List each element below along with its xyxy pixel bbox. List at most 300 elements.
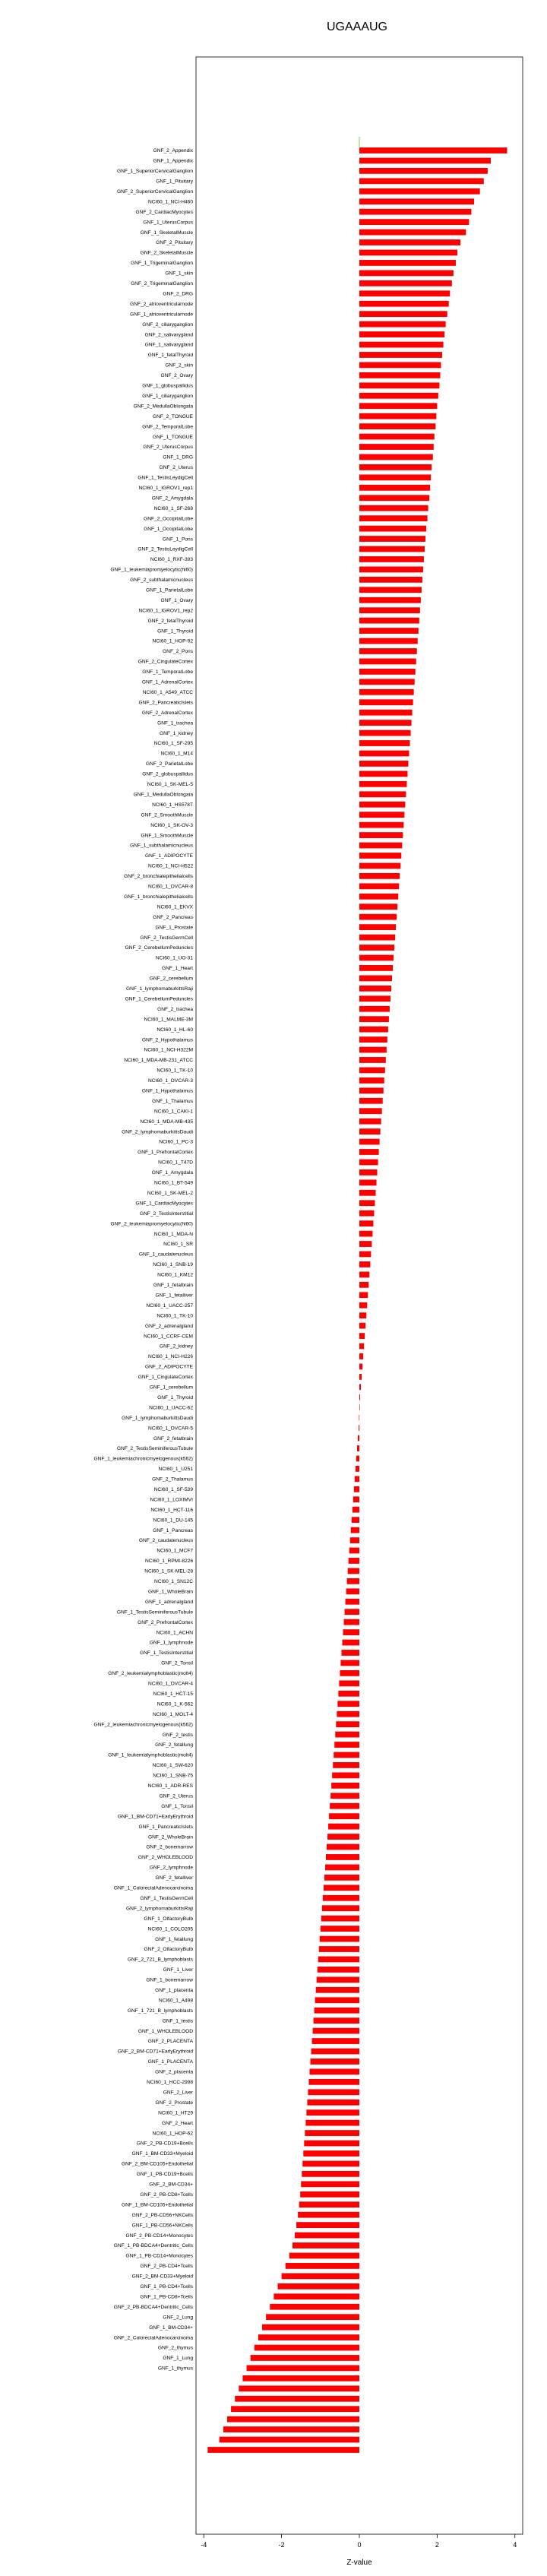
category-label: GNF_1_TestisGermCell <box>140 1895 193 1901</box>
category-label: GNF_1_globuspallidus <box>142 383 193 389</box>
bar <box>353 1507 359 1513</box>
bar <box>359 229 466 236</box>
category-label: GNF_2_leukemialymphoblastic(molt4) <box>108 1671 193 1677</box>
category-label: GNF_1_721_B_lymphoblasts <box>127 2008 193 2014</box>
bar <box>303 2150 359 2157</box>
bar <box>359 1160 378 1166</box>
category-label: GNF_2_PB-BDCA4+Dentritic_Cells <box>113 2304 193 2310</box>
bar <box>358 1435 359 1441</box>
category-label: GNF_2_UterusCorpus <box>143 445 193 451</box>
bar <box>314 2017 359 2024</box>
bar <box>359 607 420 613</box>
category-label: GNF_1_SmoothMuscle <box>141 833 193 839</box>
category-label: GNF_2_WholeBrain <box>147 1834 193 1840</box>
category-label: GNF_2_leukemiachronicmyelogenous(k562) <box>93 1722 193 1728</box>
category-label: GNF_1_OlfactoryBulb <box>144 1916 193 1922</box>
category-label: GNF_2_Uterus <box>159 465 193 471</box>
category-label: GNF_1_Prostate <box>155 925 193 931</box>
bar <box>316 1987 359 1993</box>
bar <box>342 1640 359 1646</box>
bar <box>359 781 406 787</box>
category-label: GNF_2_leukemiapromyelocytic(hl60) <box>110 1221 193 1227</box>
bar <box>324 1885 359 1891</box>
bar <box>359 802 405 808</box>
category-label: GNF_2_MedullaOblongata <box>133 403 193 410</box>
bar <box>359 1190 376 1196</box>
bar <box>350 1537 359 1543</box>
bar <box>359 853 401 859</box>
x-tick-label: -4 <box>201 2541 207 2549</box>
bar <box>307 2100 359 2106</box>
category-label: GNF_2_TestisGermCell <box>140 935 193 941</box>
bar <box>359 710 413 716</box>
category-label: GNF_1_UterusCorpus <box>143 220 193 226</box>
bar <box>359 372 440 378</box>
category-label: GNF_1_Thyroid <box>157 628 193 635</box>
category-label: NCI60_1_A498 <box>158 1998 193 2004</box>
category-label: NCI60_1_HS578T <box>152 802 193 808</box>
category-label: NCI60_1_SK-MEL-2 <box>147 1190 193 1196</box>
bar <box>359 863 400 869</box>
bar <box>345 1609 359 1615</box>
category-label: GNF_1_Amygdala <box>151 1170 193 1176</box>
bar <box>306 2109 359 2116</box>
category-label: GNF_1_thymus <box>157 2366 193 2372</box>
bar <box>337 1701 359 1707</box>
bar <box>359 331 444 337</box>
bar <box>359 1057 386 1063</box>
chart-title: UGAAAUG <box>326 21 388 33</box>
category-label: GNF_1_PB-CD4+Tcells <box>140 2284 193 2290</box>
category-label: GNF_1_PB-CD8+Tcells <box>140 2294 193 2300</box>
bar <box>318 1957 359 1963</box>
category-label: NCI60_1_PC-3 <box>159 1139 193 1145</box>
category-label: GNF_1_placenta <box>155 1988 193 1993</box>
bar <box>298 2212 359 2218</box>
bar <box>359 1098 383 1104</box>
bar <box>359 955 394 961</box>
bar <box>359 689 414 695</box>
bar <box>353 1496 359 1502</box>
bar <box>359 659 416 665</box>
category-label: GNF_2_lymphomaburkittsDaudi <box>122 1129 193 1135</box>
bar <box>359 382 439 388</box>
bar <box>359 1282 368 1288</box>
category-label: NCI60_1_CAKI-1 <box>154 1109 193 1115</box>
bar <box>359 1149 379 1155</box>
category-label: NCI60_1_MDA-MB-435 <box>140 1119 193 1125</box>
category-label: GNF_2_Thalamus <box>152 1476 193 1483</box>
category-label: GNF_2_PLACENTA <box>147 2039 193 2045</box>
bar <box>359 1139 380 1145</box>
bar <box>359 995 390 1002</box>
bar <box>359 965 393 971</box>
category-label: GNF_2_Prostate <box>155 2100 193 2106</box>
category-label: GNF_2_bronchialepithelialcells <box>124 874 193 880</box>
category-label: GNF_2_fetalThyroid <box>147 618 193 624</box>
category-label: GNF_1_cerebellum <box>149 1385 193 1391</box>
category-label: GNF_2_Hypothalamus <box>141 1037 193 1043</box>
category-label: GNF_2_BM-CD71+EarlyErythroid <box>117 2049 193 2055</box>
category-label: GNF_2_Lung <box>163 2315 193 2321</box>
bar <box>311 2049 359 2055</box>
bar <box>359 290 450 296</box>
bar <box>300 2191 359 2198</box>
category-label: GNF_2_SuperiorCervicalGanglion <box>116 188 193 195</box>
bar <box>359 546 425 552</box>
category-label: GNF_2_ParietalLobe <box>146 761 193 767</box>
category-label: GNF_2_Pancreas <box>153 914 193 920</box>
category-label: GNF_1_SkeletalMuscle <box>140 229 193 236</box>
bar <box>359 1364 362 1370</box>
bars-group <box>207 147 507 2453</box>
bar <box>282 2273 359 2279</box>
category-label: GNF_2_thymus <box>157 2345 193 2351</box>
category-label: GNF_1_TemporalLobe <box>142 669 193 676</box>
category-label: NCI60_1_RPMI-8226 <box>144 1559 193 1565</box>
category-label: GNF_2_TestisLeydigCell <box>138 546 193 552</box>
bar <box>231 2406 359 2412</box>
bar <box>359 873 400 879</box>
bar <box>359 209 471 215</box>
x-axis <box>201 2534 517 2549</box>
bar <box>302 2171 359 2177</box>
bar <box>359 1016 389 1022</box>
category-label: GNF_1_ciliaryganglion <box>142 393 193 399</box>
x-tick-label: 0 <box>357 2541 362 2549</box>
category-label: GNF_1_bronchialepithelialcells <box>124 894 193 900</box>
bar <box>359 1323 365 1329</box>
category-label: NCI60_1_HCT-116 <box>150 1507 193 1513</box>
category-label: GNF_2_Tonsil <box>161 1660 193 1666</box>
category-label: GNF_1_leukemialymphoblastic(molt4) <box>108 1752 193 1758</box>
category-label: GNF_2_BM-CD34+ <box>149 2182 193 2188</box>
bar <box>359 403 437 409</box>
category-label: GNF_2_CerebellumPeduncles <box>125 945 193 951</box>
category-label: GNF_1_BM-CD71+EarlyErythroid <box>117 1814 193 1820</box>
bar <box>343 1629 360 1635</box>
bar <box>356 1466 359 1472</box>
bar <box>359 791 406 797</box>
category-label: GNF_2_cerebellum <box>149 976 193 982</box>
category-label: GNF_1_TestisLeydigCell <box>138 475 193 481</box>
category-label: GNF_1_BM-CD34+ <box>149 2324 193 2331</box>
bar <box>359 924 396 930</box>
bar <box>359 975 392 981</box>
bar <box>359 894 398 900</box>
category-label: GNF_1_lymphomaburkittsDaudi <box>122 1415 193 1421</box>
bar <box>359 771 407 777</box>
category-label: NCI60_1_OVCAR-3 <box>147 1078 193 1084</box>
category-label: GNF_1_BM-CD33+Myeloid <box>131 2151 193 2157</box>
bar <box>359 474 431 480</box>
category-label: GNF_1_leukemiapromyelocytic(hl60) <box>110 567 193 573</box>
bar <box>359 1374 362 1380</box>
category-label: GNF_2_Pituitary <box>156 240 193 246</box>
category-label: NCI60_1_SW-620 <box>152 1763 193 1769</box>
bar <box>317 1976 359 1983</box>
bar <box>333 1762 359 1768</box>
category-label: GNF_2_OlfactoryBulb <box>144 1947 193 1953</box>
bar <box>359 536 425 542</box>
category-label: GNF_2_Heart <box>161 2120 193 2126</box>
bar <box>239 2385 359 2391</box>
bar <box>301 2181 359 2187</box>
category-label: NCI60_1_SNB-75 <box>153 1773 193 1779</box>
category-label: GNF_2_TrigeminalGanglion <box>131 281 193 287</box>
bar <box>359 1179 377 1185</box>
category-label: NCI60_1_NCI-H322M <box>144 1047 193 1053</box>
category-label: GNF_1_lymphomaburkittsRaji <box>126 986 193 992</box>
category-label: GNF_1_Liver <box>163 1967 193 1973</box>
category-label: GNF_2_placenta <box>155 2069 193 2075</box>
category-label: GNF_2_TONGUE <box>152 413 193 419</box>
bar <box>308 2079 359 2085</box>
bar <box>344 1619 359 1625</box>
category-label: GNF_2_PB-CD56+NKCells <box>131 2212 193 2218</box>
bar <box>359 1087 384 1093</box>
category-label: GNF_1_CardiacMyocytes <box>135 1201 193 1207</box>
bar <box>299 2201 359 2207</box>
bar <box>359 1252 371 1258</box>
bar <box>359 883 399 889</box>
category-label: GNF_1_caudatenucleus <box>138 1252 193 1258</box>
bar <box>359 1353 363 1359</box>
bar <box>359 423 435 429</box>
category-label: NCI60_1_T47D <box>158 1160 193 1166</box>
category-label: GNF_1_Hypothalamus <box>141 1088 193 1094</box>
bar <box>359 485 430 491</box>
category-label: GNF_2_TestisSeminiferousTubule <box>116 1446 193 1452</box>
category-label: NCI60_1_NCI-H522 <box>147 863 193 869</box>
category-label: NCI60_1_UACC-257 <box>146 1302 193 1309</box>
category-label: NCI60_1_K-562 <box>157 1701 193 1707</box>
category-label: NCI60_1_BT-549 <box>154 1180 193 1186</box>
category-label: GNF_1_MedullaOblongata <box>133 792 193 798</box>
bar <box>359 914 397 920</box>
bar <box>319 1946 359 1952</box>
bar <box>340 1670 359 1676</box>
category-label: NCI60_1_SK-MEL-28 <box>144 1568 193 1574</box>
category-label: GNF_1_PLACENTA <box>147 2059 193 2065</box>
category-label: NCI60_1_SK-MEL-5 <box>147 782 193 788</box>
bar <box>354 1486 359 1492</box>
category-label: GNF_1_TONGUE <box>152 434 193 440</box>
category-label: GNF_2_ColorectalAdenocarcinoma <box>113 2335 193 2341</box>
category-label: GNF_2_PB-CD8+Tcells <box>140 2191 193 2198</box>
bar <box>337 1711 359 1717</box>
bar <box>359 556 424 562</box>
category-label: NCI60_1_SNB-19 <box>153 1262 193 1268</box>
bar <box>262 2324 359 2331</box>
category-label: GNF_2_skin <box>165 362 193 369</box>
bar <box>242 2375 359 2381</box>
category-label: NCI60_1_LOXIMVI <box>150 1497 193 1503</box>
bar <box>359 812 404 818</box>
bar <box>286 2263 359 2269</box>
category-label: GNF_2_Ovary <box>160 373 193 379</box>
category-label: GNF_2_caudatenucleus <box>138 1538 193 1544</box>
bar <box>334 1752 359 1758</box>
bar <box>359 577 422 583</box>
category-label: GNF_1_DRG <box>163 454 193 460</box>
bar <box>305 2130 359 2136</box>
bar <box>359 679 415 685</box>
x-axis-label: Z-value <box>346 2559 372 2567</box>
bar <box>324 1875 359 1881</box>
category-label: GNF_1_Appendix <box>153 158 193 164</box>
bar <box>349 1548 359 1554</box>
bar <box>347 1578 359 1584</box>
bar <box>330 1803 359 1809</box>
bar <box>359 526 426 532</box>
category-label: GNF_2_salivarygland <box>144 332 193 338</box>
bar <box>312 2038 359 2044</box>
bar <box>338 1691 359 1697</box>
category-label: GNF_2_SkeletalMuscle <box>140 250 193 256</box>
bar <box>359 1333 365 1339</box>
bar <box>289 2253 359 2259</box>
bar <box>227 2416 359 2423</box>
bar <box>318 1967 359 1973</box>
bar <box>359 250 457 256</box>
category-label: NCI60_1_MDA-MB-231_ATCC <box>124 1058 193 1064</box>
bar <box>359 587 422 593</box>
category-label: GNF_2_Uterus <box>159 1793 193 1799</box>
bar <box>359 1108 382 1114</box>
bar <box>359 730 411 736</box>
category-label: GNF_1_trachea <box>157 720 193 726</box>
bar <box>326 1854 359 1860</box>
category-label: GNF_1_skin <box>165 271 193 277</box>
bar <box>359 720 412 726</box>
bar <box>352 1517 359 1523</box>
bar <box>359 1384 361 1390</box>
category-label: GNF_1_fetallung <box>155 1936 193 1942</box>
bar <box>251 2355 359 2361</box>
bar <box>305 2120 359 2126</box>
category-label: NCI60_1_HOP-92 <box>152 638 193 644</box>
category-label: NCI60_1_SF-295 <box>153 741 193 747</box>
category-label: GNF_2_CardiacMyocytes <box>135 209 193 215</box>
category-label: NCI60_1_M14 <box>160 751 193 757</box>
bar <box>359 1119 381 1125</box>
category-label: GNF_1_CingulateCortex <box>138 1375 193 1381</box>
bar <box>322 1905 359 1911</box>
category-label: GNF_2_PrefrontalCortex <box>138 1619 193 1625</box>
bar <box>327 1834 359 1840</box>
bar <box>270 2304 359 2310</box>
category-label: GNF_1_Pons <box>163 536 193 543</box>
category-label: NCI60_1_NCI-H460 <box>147 199 193 205</box>
bar <box>278 2283 360 2290</box>
category-label: GNF_1_BM-CD105+Endothelial <box>121 2202 193 2208</box>
bar <box>359 1271 369 1277</box>
bar <box>359 362 441 369</box>
category-label: GNF_2_PB-CD4+Tcells <box>140 2264 193 2270</box>
bar <box>359 1036 387 1043</box>
bar <box>220 2437 359 2443</box>
category-label: GNF_2_lymphnode <box>149 1865 193 1871</box>
category-label: GNF_1_Thalamus <box>152 1098 193 1104</box>
bar <box>321 1916 359 1922</box>
bar <box>359 1210 374 1217</box>
category-label: NCI60_1_MDA-N <box>153 1231 193 1237</box>
category-label: NCI60_1_UO-31 <box>155 955 193 961</box>
bar <box>359 1261 370 1267</box>
category-label: GNF_2_atrioventricularnode <box>130 301 193 307</box>
category-label: GNF_1_salivarygland <box>144 342 193 348</box>
bar <box>359 699 413 705</box>
bar <box>323 1895 359 1901</box>
bar <box>235 2396 359 2402</box>
category-label: GNF_2_PB-CD14+Monocytes <box>125 2233 193 2239</box>
category-label: NCI60_1_ACHN <box>156 1630 193 1636</box>
x-tick-label: 4 <box>513 2541 517 2549</box>
bar <box>359 260 456 266</box>
bar <box>356 1456 359 1462</box>
category-label: NCI60_1_HCT-15 <box>153 1691 193 1697</box>
category-label: GNF_2_TemporalLobe <box>142 424 193 430</box>
bar <box>247 2366 359 2372</box>
category-label: GNF_1_PancreaticIslets <box>138 1824 193 1830</box>
category-label: GNF_2_CingulateCortex <box>138 659 193 665</box>
category-label: GNF_1_TrigeminalGanglion <box>131 261 193 267</box>
category-label: GNF_1_fetalThyroid <box>147 353 193 359</box>
bar <box>340 1660 359 1666</box>
category-label: NCI60_1_OVCAR-8 <box>147 884 193 890</box>
category-label: GNF_1_Thyroid <box>157 1394 193 1400</box>
category-label: GNF_1_TestisSeminiferousTubule <box>116 1609 193 1616</box>
bar <box>359 270 454 276</box>
category-label: GNF_1_WholeBrain <box>147 1589 193 1595</box>
category-label: GNF_2_Appendix <box>153 148 193 154</box>
bar <box>331 1783 359 1789</box>
category-label: NCI60_1_RXF-393 <box>150 557 193 563</box>
category-label: GNF_2_ADIPOCYTE <box>144 1364 193 1370</box>
bar <box>295 2233 359 2239</box>
bar <box>359 1231 372 1237</box>
bar <box>359 280 452 286</box>
bar <box>359 158 491 164</box>
bar <box>359 219 469 225</box>
bar <box>359 843 402 849</box>
bar <box>359 505 428 511</box>
category-label: NCI60_1_SN12C <box>154 1579 193 1585</box>
bar <box>359 1128 381 1135</box>
category-label: GNF_1_ColorectalAdenocarcinoma <box>113 1885 193 1891</box>
bar <box>336 1721 359 1727</box>
category-label: GNF_2_trachea <box>157 1006 193 1012</box>
bar <box>359 393 438 399</box>
bar <box>359 638 418 644</box>
bar <box>359 1169 378 1176</box>
bar <box>302 2161 359 2167</box>
category-label: NCI60_1_SK-OV-3 <box>150 822 193 828</box>
bar <box>359 1241 372 1247</box>
bar <box>359 454 433 460</box>
category-label: GNF_1_Ovary <box>160 597 193 603</box>
bar <box>348 1568 359 1574</box>
bar <box>325 1865 359 1871</box>
category-label: GNF_2_adrenalgland <box>144 1323 193 1329</box>
category-label: NCI60_1_A549_ATCC <box>142 689 193 695</box>
category-label: GNF_1_WHOLEBLOOD <box>138 2028 193 2034</box>
bar <box>359 628 419 634</box>
bar <box>359 1200 375 1206</box>
bar <box>357 1445 359 1451</box>
category-label: GNF_1_Pituitary <box>156 179 193 185</box>
